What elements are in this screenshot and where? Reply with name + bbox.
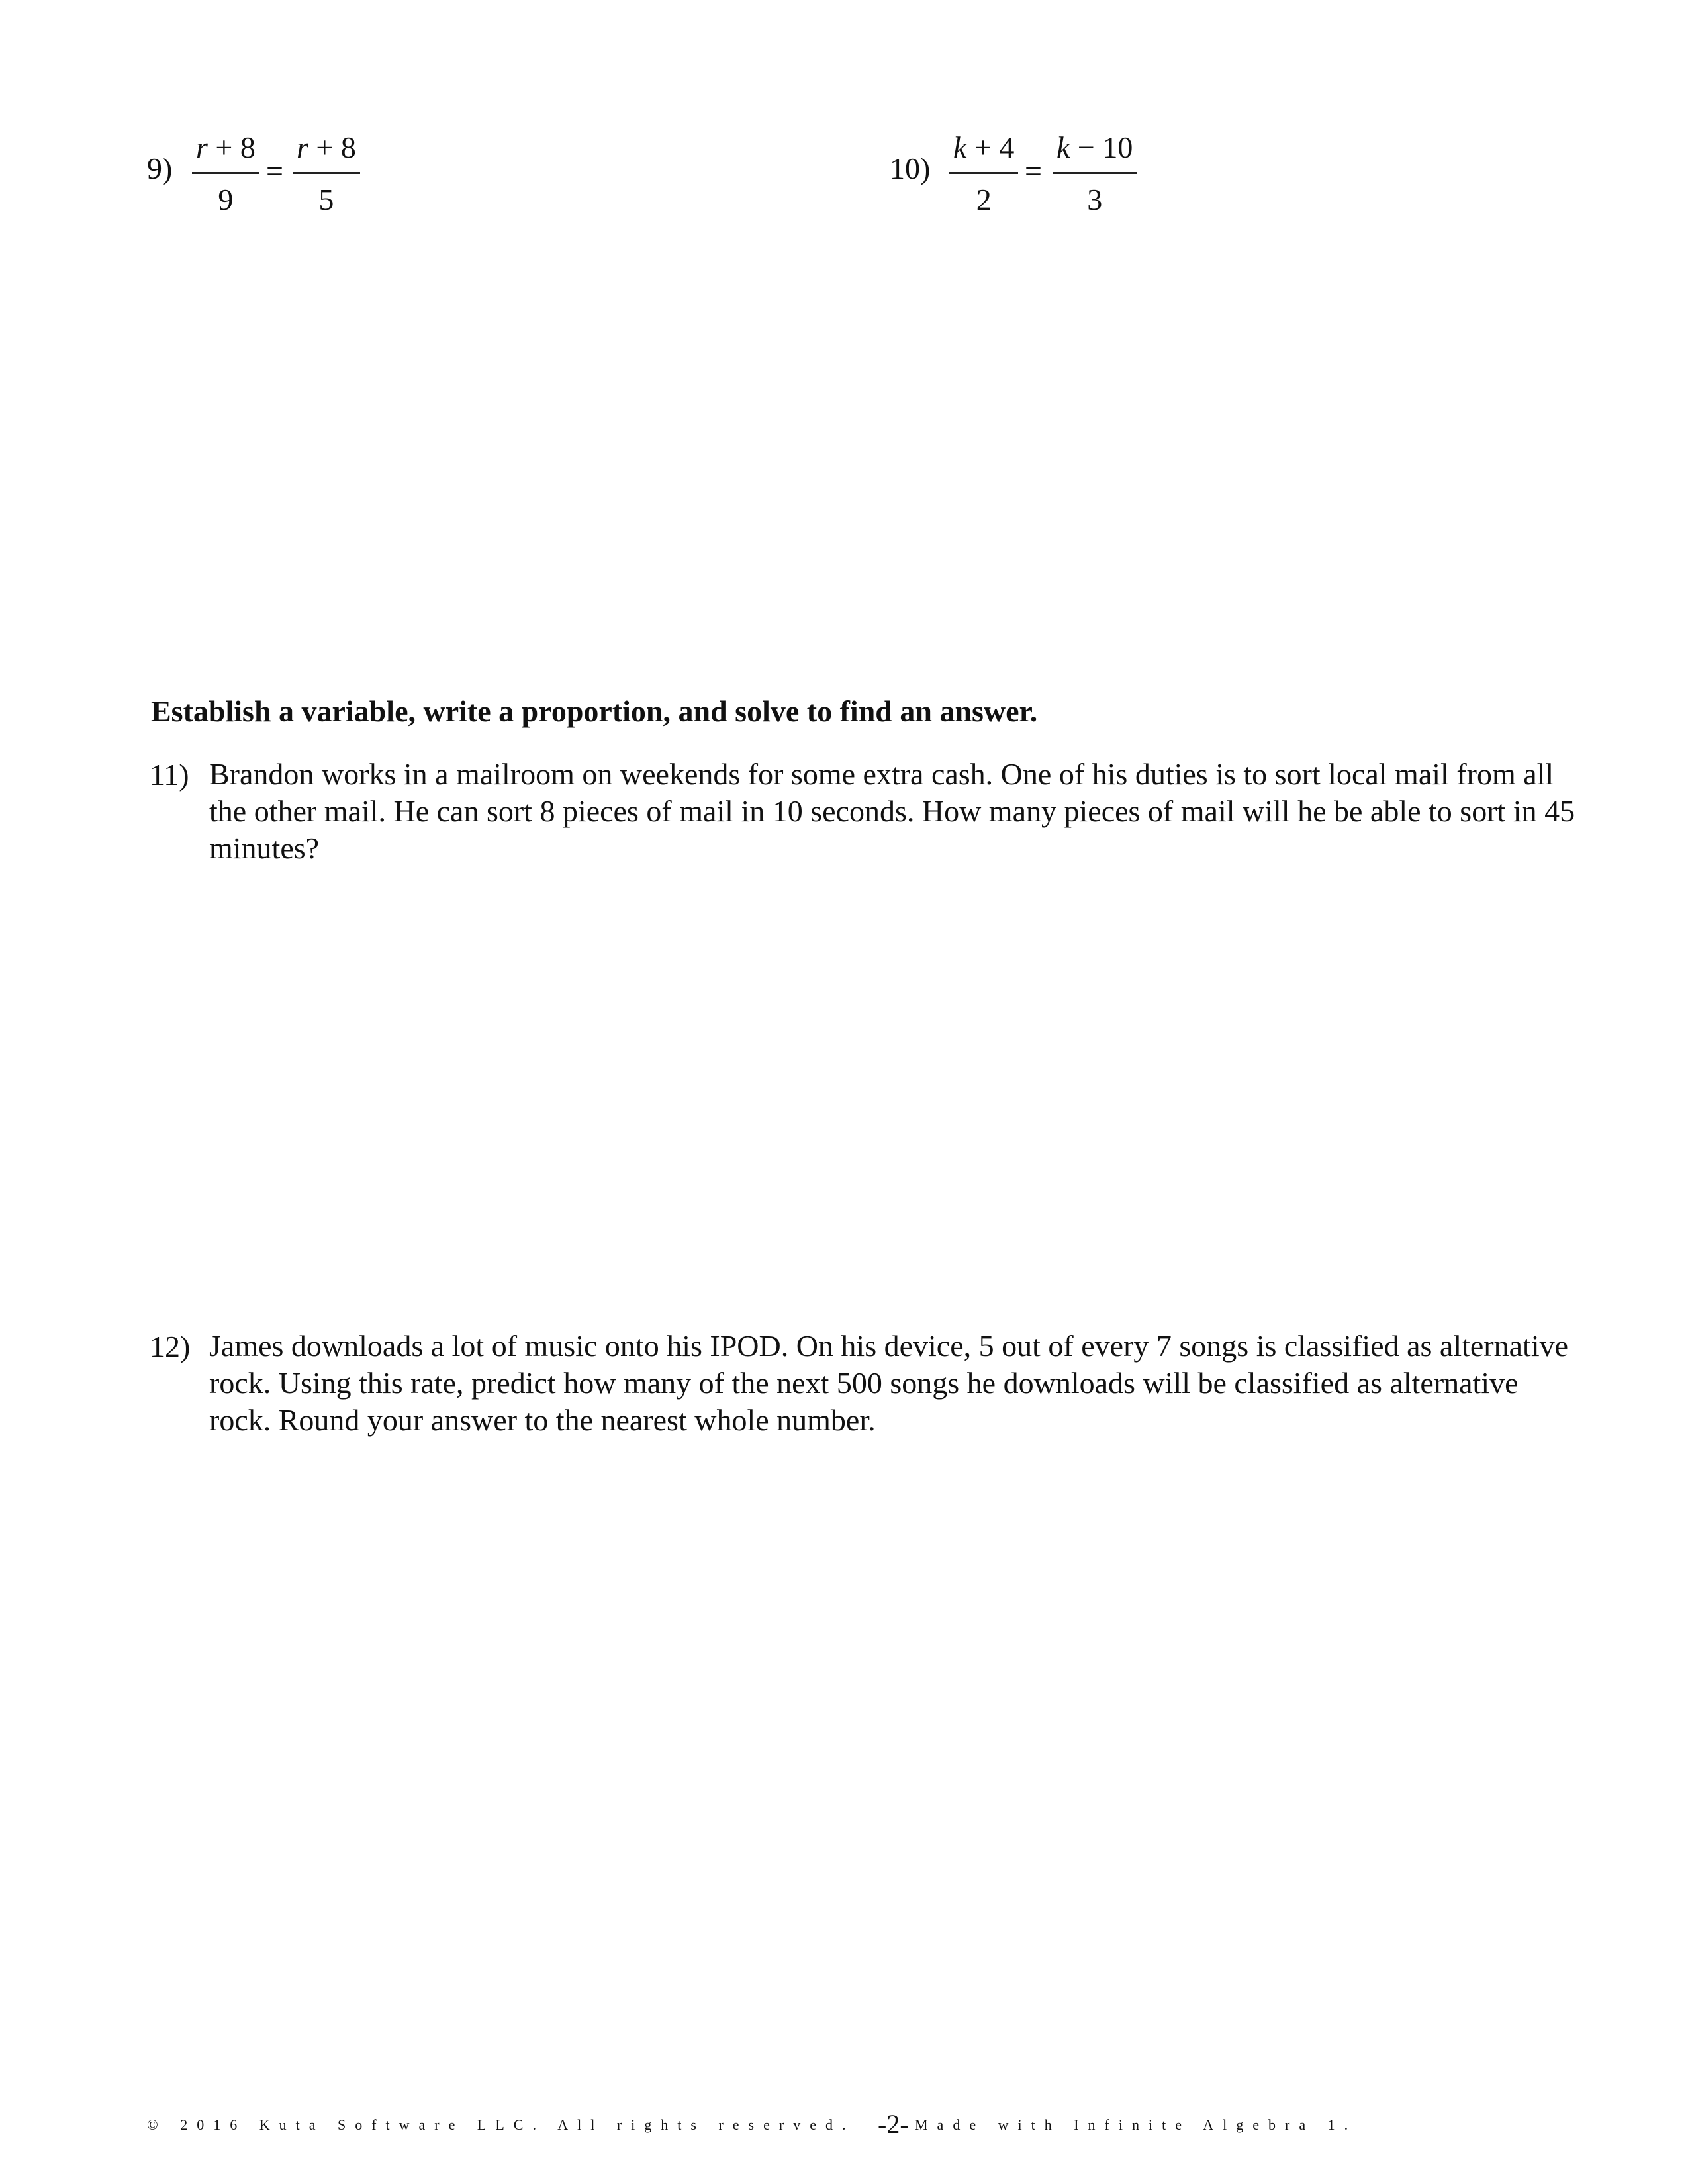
problem-9-number: 9) [147, 152, 173, 185]
problem-12-text: James downloads a lot of music onto his IPOD. On his device, 5 out of every 7 songs is classified as alternative rock. Using this rate, predict how many of the next 500 songs he downloads will be classified as alternative rock. Round your answer to the nearest whole number. [209, 1329, 1569, 1437]
fraction-denominator: 3 [1087, 183, 1103, 216]
problem-10-right-fraction [1053, 132, 1137, 215]
section-instructions: Establish a variable, write a proportion, and solve to find an answer. [151, 694, 1038, 728]
problem-10-equals: = [1025, 154, 1042, 188]
problem-11-number: 11) [150, 758, 189, 792]
problem-12-number: 12) [150, 1330, 191, 1363]
footer-page-number: -2- [878, 2109, 909, 2139]
fraction-numerator: r + 8 [293, 132, 360, 174]
fraction-denominator: 9 [218, 183, 234, 216]
problem-9-left-fraction [192, 132, 259, 215]
problem-10-left-fraction [949, 132, 1018, 215]
fraction-numerator: r + 8 [192, 132, 259, 174]
problem-10-number: 10) [890, 152, 931, 185]
fraction-denominator: 5 [318, 183, 334, 216]
fraction-numerator: k − 10 [1053, 132, 1137, 174]
problem-9-right-fraction [293, 132, 360, 215]
fraction-denominator: 2 [976, 183, 992, 216]
footer-copyright: © 2016 Kuta Software LLC. All rights reserved. [147, 2116, 855, 2133]
footer-made-with: Made with Infinite Algebra 1. [915, 2116, 1358, 2133]
problem-11-text: Brandon works in a mailroom on weekends for some extra cash. One of his duties is to sort local mail from all the other mail. He can sort 8 pieces of mail in 10 seconds. How many pieces of mail will he be able to sort in 45 minutes? [209, 757, 1575, 865]
problem-9-equals: = [266, 154, 283, 188]
fraction-numerator: k + 4 [949, 132, 1018, 174]
